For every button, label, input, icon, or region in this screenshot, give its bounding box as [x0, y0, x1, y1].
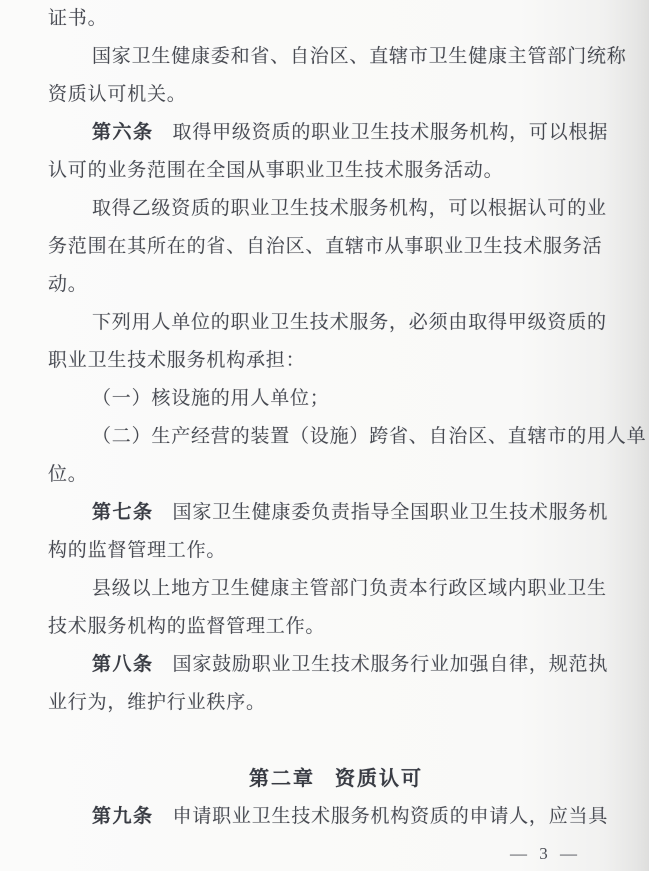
article-text: 申请职业卫生技术服务机构资质的申请人，应当具 [172, 806, 609, 827]
page-number: — 3 — [510, 844, 581, 863]
chapter-heading [48, 760, 624, 798]
text-line-article-6 [48, 114, 624, 152]
text-line: 技术服务机构的监督管理工作。 [48, 616, 326, 637]
text-line: 构的监督管理工作。 [48, 540, 227, 561]
article-number-label: 第六条 [92, 122, 154, 143]
article-text: 取得甲级资质的职业卫生技术服务机构，可以根据 [172, 122, 609, 143]
document-text-block [48, 0, 647, 836]
text-line: 下列用人单位的职业卫生技术服务，必须由取得甲级资质的 [92, 312, 607, 333]
text-line: 认可的业务范围在全国从事职业卫生技术服务活动。 [48, 160, 504, 181]
blank-line [48, 722, 624, 760]
article-number-label: 第九条 [92, 806, 154, 827]
text-line: 县级以上地方卫生健康主管部门负责本行政区域内职业卫生 [92, 578, 607, 599]
list-item-two: （二）生产经营的装置（设施）跨省、自治区、直辖市的用人单 [92, 426, 647, 447]
text-line: 取得乙级资质的职业卫生技术服务机构，可以根据认可的业 [92, 198, 607, 219]
text-line: 证书。 [48, 8, 108, 29]
text-line: 业行为，维护行业秩序。 [48, 692, 266, 713]
chapter-title: 资质认可 [335, 768, 423, 790]
chapter-number: 第二章 [249, 768, 315, 790]
article-number-label: 第七条 [92, 502, 154, 523]
text-line: 职业卫生技术服务机构承担： [48, 350, 306, 371]
text-line: 国家卫生健康委和省、自治区、直辖市卫生健康主管部门统称 [92, 46, 627, 67]
article-text: 国家鼓励职业卫生技术服务行业加强自律，规范执 [172, 654, 609, 675]
text-line: 位。 [48, 464, 88, 485]
text-line: 动。 [48, 274, 88, 295]
text-line-article-8 [48, 646, 624, 684]
text-line: 务范围在其所在的省、自治区、直辖市从事职业卫生技术服务活 [48, 236, 603, 257]
text-line-article-7 [48, 494, 624, 532]
list-item-one: （一）核设施的用人单位； [92, 388, 330, 409]
article-number-label: 第八条 [92, 654, 154, 675]
text-line-article-9 [48, 798, 624, 836]
text-line: 资质认可机关。 [48, 84, 187, 105]
article-text: 国家卫生健康委负责指导全国职业卫生技术服务机 [172, 502, 609, 523]
